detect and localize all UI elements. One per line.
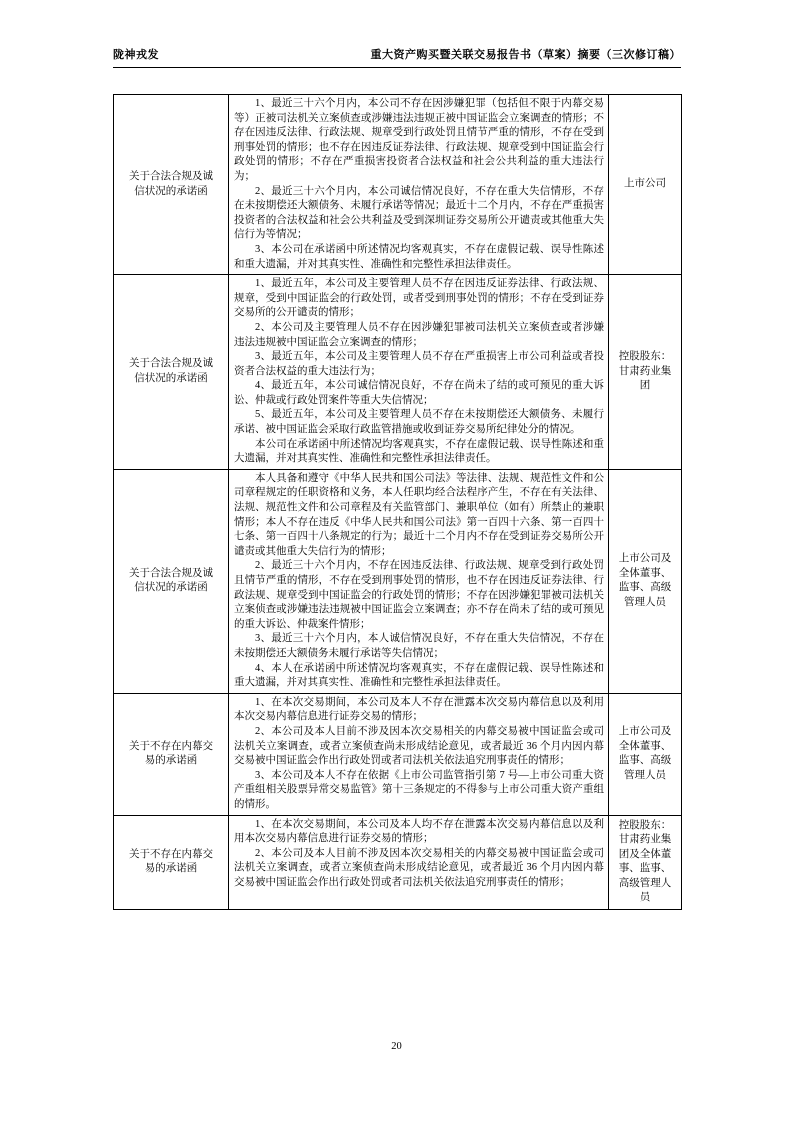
commitment-paragraph: 本人具备和遵守《中华人民共和国公司法》等法律、法规、规范性文件和公司章程规定的任职资格和义务，本人任职均经合法程序产生，不存在有关法律、法规、规范性文件和公司章程及有关监管部门、兼职单位（如有）所禁止的兼职情形；本人不存在违反《中华人民共和国公司法》第一百四十六条、第一百四十七条、第一百四十八条规定的行为；最近十二个月内不存在受到证券交易所公开谴责或其他重大失信行为的情形； [234, 472, 604, 557]
commitment-paragraph: 2、本公司及本人目前不涉及因本次交易相关的内幕交易被中国证监会或司法机关立案调查，或者立案侦查尚未形成结论意见，或者最近 36 个月内因内幕交易被中国证监会作出行政处罚或者司法机关依法追究刑事责任的情形； [234, 847, 604, 888]
commitment-content [229, 275, 609, 470]
commitment-party: 控股股东：甘肃药业集团及全体董事、监事、高级管理人员 [609, 815, 682, 910]
table-row [114, 469, 682, 693]
table-row [114, 693, 682, 815]
commitment-content [229, 469, 609, 693]
commitment-paragraph: 2、最近三十六个月内，本公司诚信情况良好，不存在重大失信情形，不存在未按期偿还大额债务、未履行承诺等情况；最近十二个月内，不存在严重损害投资者的合法权益和社会公共利益及受到深圳证券交易所公开谴责或其他重大失信行为等情况； [234, 185, 604, 241]
commitment-party: 控股股东：甘肃药业集团 [609, 275, 682, 470]
commitment-title: 关于合法合规及诚信状况的承诺函 [114, 95, 229, 275]
commitment-content [229, 693, 609, 815]
commitment-paragraph: 3、最近三十六个月内，本人诚信情况良好，不存在重大失信情况，不存在未按期偿还大额债务未履行承诺等失信情况； [234, 633, 604, 659]
commitment-title: 关于合法合规及诚信状况的承诺函 [114, 469, 229, 693]
commitment-paragraph: 本公司在承诺函中所述情况均客观真实，不存在虚假记载、误导性陈述和重大遗漏，并对其真实性、准确性和完整性承担法律责任。 [234, 438, 604, 465]
commitment-table [113, 94, 682, 910]
commitment-paragraph: 2、本公司及本人目前不涉及因本次交易相关的内幕交易被中国证监会或司法机关立案调查，或者立案侦查尚未形成结论意见，或者最近 36 个月内因内幕交易被中国证监会作出行政处罚或者司法机关依法追究刑事责任的情形； [234, 725, 604, 767]
commitment-paragraph: 3、本公司在承诺函中所述情况均客观真实，不存在虚假记载、误导性陈述和重大遗漏，并对其真实性、准确性和完整性承担法律责任。 [234, 243, 604, 270]
commitment-title: 关于合法合规及诚信状况的承诺函 [114, 275, 229, 470]
commitment-paragraph: 2、本公司及主要管理人员不存在因涉嫌犯罪被司法机关立案侦查或者涉嫌违法违规被中国证监会立案调查的情形； [234, 321, 604, 348]
commitment-paragraph: 1、最近五年，本公司及主要管理人员不存在因违反证券法律、行政法规、规章，受到中国证监会的行政处罚，或者受到刑事处罚的情形；不存在受到证券交易所的公开谴责的情形； [234, 278, 604, 319]
commitment-party: 上市公司 [609, 95, 682, 275]
page-header [113, 46, 681, 68]
table-row [114, 275, 682, 470]
commitment-paragraph: 1、在本次交易期间，本公司及本人均不存在泄露本次交易内幕信息以及利用本次交易内幕信息进行证券交易的情形； [234, 818, 604, 845]
commitment-paragraph: 4、最近五年，本公司诚信情况良好，不存在尚未了结的或可预见的重大诉讼、仲裁或行政处罚案件等重大失信情况； [234, 380, 604, 406]
commitment-paragraph: 1、最近三十六个月内，本公司不存在因涉嫌犯罪（包括但不限于内幕交易等）正被司法机关立案侦查或涉嫌违法违规正被中国证监会立案调查的情形；不存在因违反法律、行政法规、规章受到行政处罚且情节严重的情形，不存在受到刑事处罚的情形；也不存在因违反证券法律、行政法规、规章受到中国证监会行政处罚的情形；不存在严重损害投资者合法权益和社会公共利益的重大违法行为； [234, 98, 604, 182]
commitment-party: 上市公司及全体董事、监事、高级管理人员 [609, 469, 682, 693]
commitment-paragraph: 2、最近三十六个月内，不存在因违反法律、行政法规、规章受到行政处罚且情节严重的情形，不存在受到刑事处罚的情形，也不存在因违反证券法律、行政法规、规章受到中国证监会的行政处罚的情形；不存在因涉嫌犯罪被司法机关立案侦查或涉嫌违法违规被中国证监会立案调查；亦不存在尚未了结的或可预见的重大诉讼、仲裁案件情形； [234, 560, 604, 630]
commitment-paragraph: 4、本人在承诺函中所述情况均客观真实，不存在虚假记载、误导性陈述和重大遗漏，并对其真实性、准确性和完整性承担法律责任。 [234, 662, 604, 689]
commitment-paragraph: 5、最近五年，本公司及主要管理人员不存在未按期偿还大额债务、未履行承诺、被中国证监会采取行政监管措施或收到证券交易所纪律处分的情况。 [234, 409, 604, 436]
table-row [114, 815, 682, 910]
commitment-title: 关于不存在内幕交易的承诺函 [114, 693, 229, 815]
commitment-content [229, 815, 609, 910]
commitment-title: 关于不存在内幕交易的承诺函 [114, 815, 229, 910]
commitment-content [229, 95, 609, 275]
page-number: 20 [391, 1041, 402, 1052]
commitment-party: 上市公司及全体董事、监事、高级管理人员 [609, 693, 682, 815]
commitment-paragraph: 3、本公司及本人不存在依据《上市公司监管指引第 7 号—上市公司重大资产重组相关股票异常交易监管》第十三条规定的不得参与上市公司重大资产重组的情形。 [234, 769, 604, 810]
header-document-title: 重大资产购买暨关联交易报告书（草案）摘要（三次修订稿） [370, 49, 681, 61]
commitment-paragraph: 3、最近五年，本公司及主要管理人员不存在严重损害上市公司利益或者投资者合法权益的重大违法行为； [234, 351, 604, 377]
header-company-name: 陇神戎发 [113, 49, 159, 61]
commitment-paragraph: 1、在本次交易期间，本公司及本人不存在泄露本次交易内幕信息以及利用本次交易内幕信息进行证券交易的情形； [234, 696, 604, 723]
commitment-table-body [114, 95, 682, 910]
table-row [114, 95, 682, 275]
